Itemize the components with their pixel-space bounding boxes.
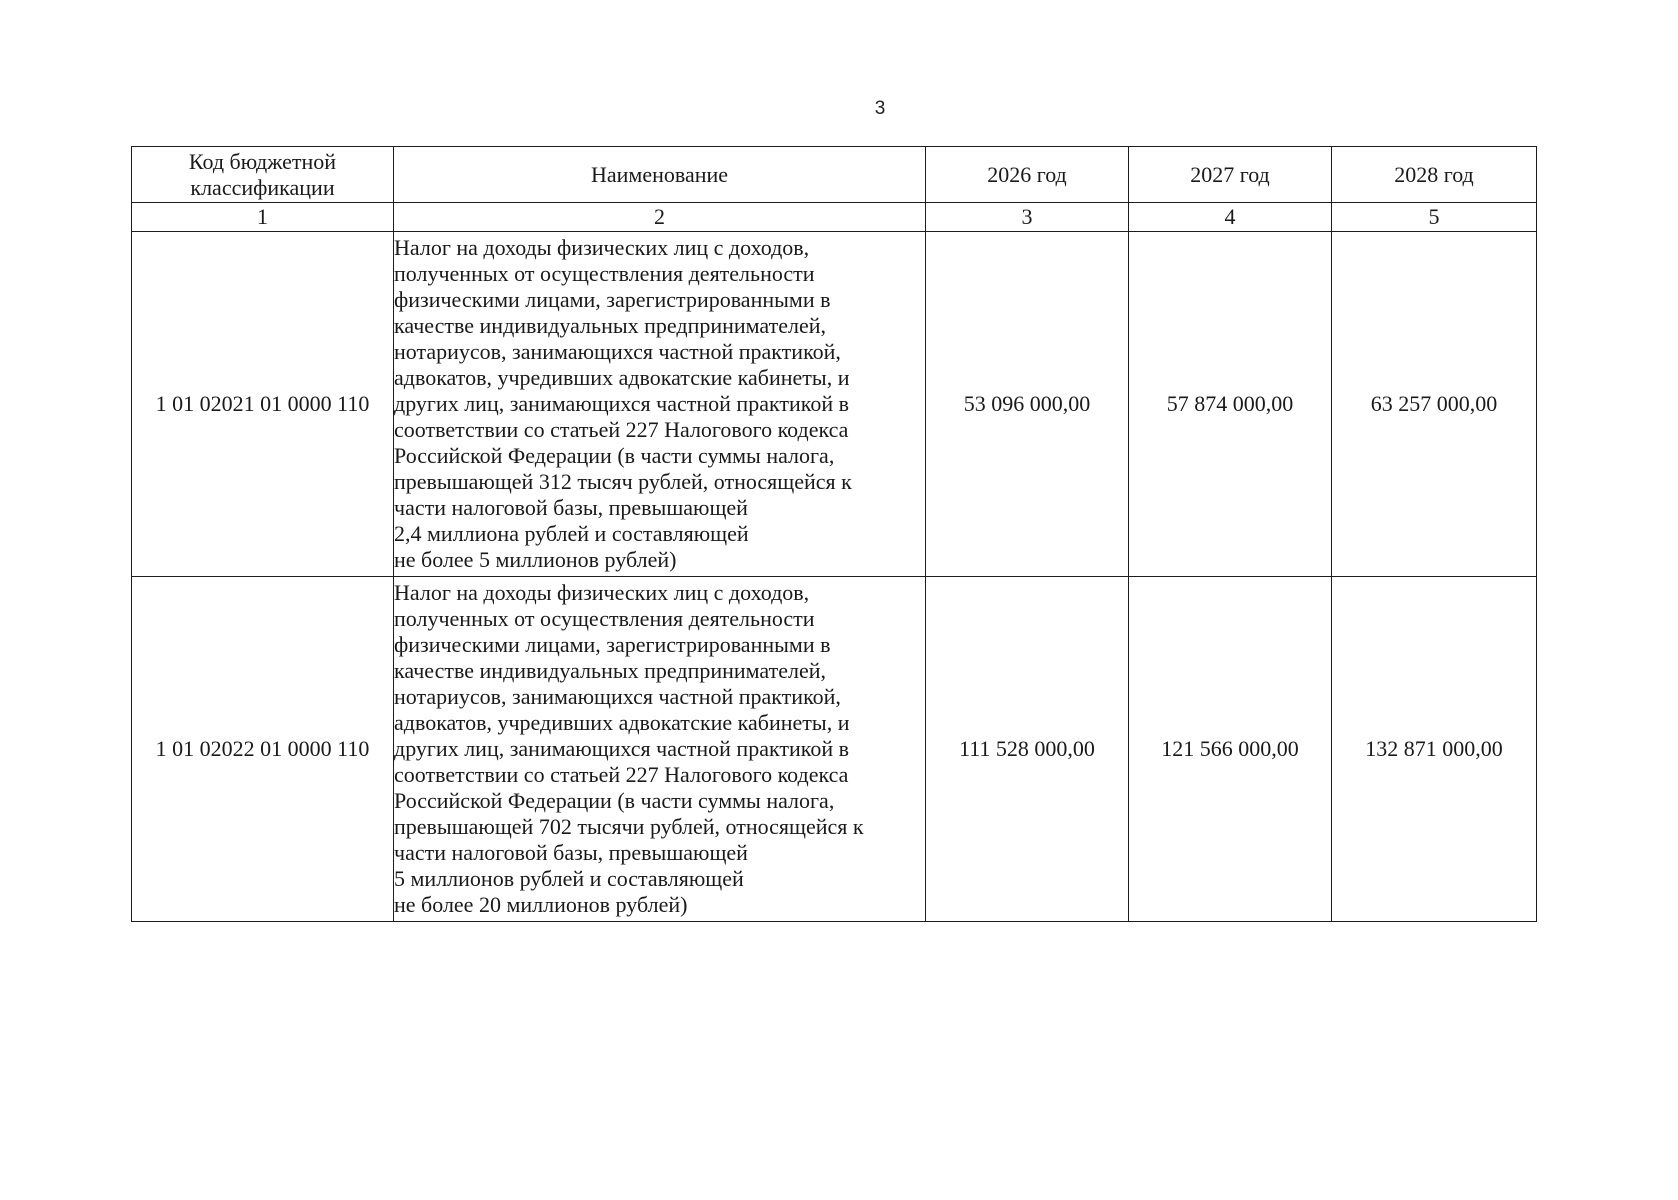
header-budget-code: Код бюджетной классификации	[132, 147, 394, 203]
description-cell	[394, 577, 926, 922]
description-line: качестве индивидуальных предпринимателей,	[394, 658, 827, 683]
description-line: качестве индивидуальных предпринимателей,	[394, 313, 827, 338]
description-line: полученных от осуществления деятельности	[394, 606, 815, 631]
description-line: адвокатов, учредивших адвокатские кабинеты, и	[394, 365, 850, 390]
header-year-2028: 2028 год	[1332, 147, 1537, 203]
page-number: 3	[874, 98, 886, 119]
description-line: Российской Федерации (в части суммы налога,	[394, 443, 835, 468]
description-line: части налоговой базы, превышающей	[394, 840, 748, 865]
amount-2028: 63 257 000,00	[1332, 232, 1537, 577]
description-line: превышающей 702 тысячи рублей, относящейся к	[394, 814, 864, 839]
header-name: Наименование	[394, 147, 926, 203]
description-line: превышающей 312 тысяч рублей, относящейся к	[394, 469, 852, 494]
budget-code-cell: 1 01 02022 01 0000 110	[132, 577, 394, 922]
description-line: нотариусов, занимающихся частной практикой,	[394, 684, 841, 709]
header-row	[132, 147, 1537, 203]
amount-2026: 111 528 000,00	[926, 577, 1129, 922]
header-year-2026: 2026 год	[926, 147, 1129, 203]
description-line: Налог на доходы физических лиц с доходов,	[394, 235, 810, 260]
description-line: части налоговой базы, превышающей	[394, 495, 748, 520]
revenue-table	[131, 146, 1537, 922]
description-line: соответствии со статьей 227 Налогового кодекса	[394, 762, 849, 787]
description-line: других лиц, занимающихся частной практикой в	[394, 391, 849, 416]
description-line: адвокатов, учредивших адвокатские кабинеты, и	[394, 710, 850, 735]
column-number-row	[132, 203, 1537, 232]
description-line: полученных от осуществления деятельности	[394, 261, 815, 286]
description-line: нотариусов, занимающихся частной практикой,	[394, 339, 841, 364]
table-row	[132, 232, 1537, 577]
description-cell	[394, 232, 926, 577]
column-number: 4	[1129, 203, 1332, 232]
column-number: 1	[132, 203, 394, 232]
description-line: не более 20 миллионов рублей)	[394, 892, 688, 917]
description-line: не более 5 миллионов рублей)	[394, 547, 677, 572]
amount-2026: 53 096 000,00	[926, 232, 1129, 577]
column-number: 5	[1332, 203, 1537, 232]
header-year-2027: 2027 год	[1129, 147, 1332, 203]
amount-2028: 132 871 000,00	[1332, 577, 1537, 922]
description-line: Налог на доходы физических лиц с доходов,	[394, 580, 810, 605]
amount-2027: 121 566 000,00	[1129, 577, 1332, 922]
description-line: 5 миллионов рублей и составляющей	[394, 866, 744, 891]
budget-code-cell: 1 01 02021 01 0000 110	[132, 232, 394, 577]
description-line: соответствии со статьей 227 Налогового кодекса	[394, 417, 849, 442]
description-line: Российской Федерации (в части суммы налога,	[394, 788, 835, 813]
column-number: 3	[926, 203, 1129, 232]
description-line: физическими лицами, зарегистрированными в	[394, 632, 831, 657]
description-line: 2,4 миллиона рублей и составляющей	[394, 521, 749, 546]
amount-2027: 57 874 000,00	[1129, 232, 1332, 577]
description-line: других лиц, занимающихся частной практикой в	[394, 736, 849, 761]
column-number: 2	[394, 203, 926, 232]
description-line: физическими лицами, зарегистрированными в	[394, 287, 831, 312]
table-row	[132, 577, 1537, 922]
